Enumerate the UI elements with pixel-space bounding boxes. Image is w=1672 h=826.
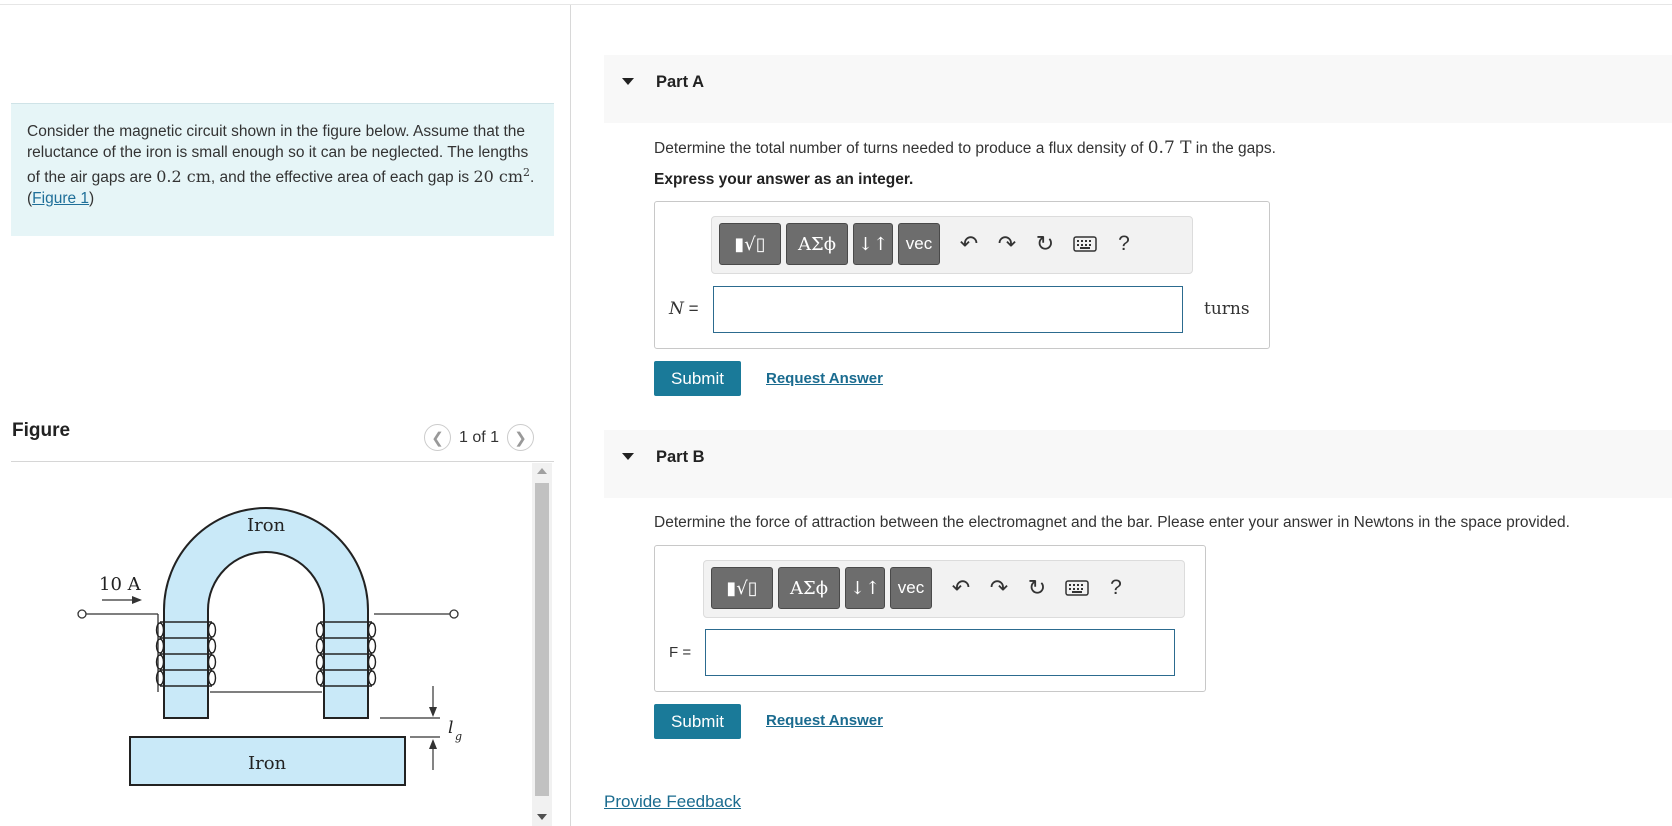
undo-icon[interactable]: ↶	[951, 575, 971, 600]
subscript-superscript-button[interactable]	[853, 223, 893, 265]
part-a-question-text: Determine the total number of turns needed to produce a flux density of	[654, 140, 1148, 157]
collapse-caret-icon[interactable]	[622, 78, 634, 85]
part-a-unit: turns	[1204, 299, 1250, 319]
part-b-answer-input[interactable]	[705, 629, 1175, 676]
magnetic-circuit-diagram	[70, 500, 490, 820]
equals-sign: =	[682, 644, 692, 661]
figure-heading: Figure	[12, 420, 71, 441]
problem-text-3: .	[530, 169, 535, 187]
templates-button[interactable]	[719, 223, 781, 265]
figure-link[interactable]: Figure 1	[32, 189, 90, 207]
redo-icon[interactable]: ↷	[989, 575, 1009, 600]
collapse-caret-icon[interactable]	[622, 453, 634, 460]
right-terminal	[450, 610, 458, 618]
top-border	[0, 4, 1672, 5]
part-b-answer-box	[654, 545, 1206, 692]
vector-button[interactable]	[898, 223, 940, 265]
next-figure-button[interactable]	[507, 424, 534, 451]
part-a-request-answer-link[interactable]: Request Answer	[766, 370, 883, 387]
part-b-title: Part B	[656, 448, 705, 466]
column-divider	[570, 5, 571, 826]
help-label: ?	[1110, 576, 1122, 599]
reset-icon[interactable]: ↻	[1027, 575, 1047, 600]
part-a-answer-input[interactable]	[713, 286, 1183, 333]
gap-area-value: 20 cm	[473, 167, 524, 187]
part-a-title: Part A	[656, 73, 704, 91]
greek-symbols-button[interactable]	[778, 567, 840, 609]
part-a-variable-label	[669, 299, 699, 319]
variable-n: N	[669, 299, 684, 319]
part-a-submit-button[interactable]: Submit	[654, 361, 741, 396]
redo-icon[interactable]: ↷	[997, 231, 1017, 256]
pager-count: 1 of 1	[459, 428, 500, 446]
gap-length-symbol: l	[448, 718, 454, 738]
current-arrow-head	[132, 596, 142, 604]
current-label: 10 A	[99, 574, 141, 595]
iron-bar-label: Iron	[248, 753, 287, 774]
help-icon[interactable]	[1103, 575, 1129, 601]
provide-feedback-link[interactable]: Provide Feedback	[604, 792, 742, 811]
flux-density-value: 0.7 T	[1147, 138, 1192, 158]
part-b-question: Determine the force of attraction between the electromagnet and the bar. Please enter your answer in Newtons in the space provided.	[654, 514, 1570, 531]
figure-rule	[11, 461, 554, 462]
gap-arrow-down	[429, 707, 437, 717]
problem-statement: Consider the magnetic circuit shown in the figure below. Assume that the reluctance of the iron is small enough so it can be neglected. The lengths of the air gaps are 0.2 cm, and the effective area of each gap is 20 $cm^2$. (Figure 1)	[11, 103, 554, 236]
vector-button[interactable]	[890, 567, 932, 609]
chevron-right-icon: ❯	[514, 429, 527, 447]
vec-label: vec	[905, 234, 933, 253]
variable-f: F	[669, 644, 679, 661]
part-a-question	[654, 138, 1276, 158]
subscript-superscript-button[interactable]	[845, 567, 885, 609]
help-icon[interactable]	[1111, 231, 1137, 257]
part-b-header[interactable]	[604, 430, 1672, 498]
part-b-submit-button[interactable]: Submit	[654, 704, 741, 739]
keyboard-icon[interactable]	[1064, 575, 1090, 601]
scroll-thumb[interactable]	[535, 483, 549, 796]
equals-sign: =	[688, 299, 699, 318]
iron-core-label: Iron	[247, 515, 286, 536]
vec-label: vec	[897, 578, 925, 597]
gap-length-value: 0.2 cm	[156, 167, 211, 187]
part-a-math-toolbar	[711, 216, 1193, 274]
part-b-math-toolbar	[703, 560, 1185, 618]
arrows-updown-icon: ↓↑	[857, 233, 889, 255]
greek-icon: ΑΣϕ	[790, 577, 828, 599]
templates-button[interactable]	[711, 567, 773, 609]
keyboard-icon[interactable]	[1072, 231, 1098, 257]
part-a-answer-box	[654, 201, 1270, 349]
figure-pager	[424, 424, 534, 451]
gap-length-subscript: g	[455, 730, 463, 743]
scroll-down-arrow-icon[interactable]	[537, 814, 547, 820]
templates-icon: ▮√▯	[726, 577, 758, 599]
problem-text: Consider the magnetic circuit shown in the figure below. Assume that the reluctance of the iron is small enough so it can be neglected. The lengths of the air gaps are	[27, 123, 529, 187]
gap-area-exponent: 2	[523, 166, 531, 179]
part-a-hint: Express your answer as an integer.	[654, 171, 914, 188]
greek-icon: ΑΣϕ	[798, 233, 836, 255]
part-b-request-answer-link[interactable]: Request Answer	[766, 712, 883, 729]
part-a-question-text-2: in the gaps.	[1191, 140, 1276, 157]
templates-icon: ▮√▯	[734, 233, 766, 255]
figure-scrollbar[interactable]	[532, 463, 552, 826]
undo-icon[interactable]: ↶	[959, 231, 979, 256]
left-terminal	[78, 610, 86, 618]
reset-icon[interactable]: ↻	[1035, 231, 1055, 256]
gap-arrow-up	[429, 739, 437, 749]
problem-text-2: , and the effective area of each gap is	[210, 169, 474, 187]
chevron-left-icon: ❮	[431, 429, 444, 447]
prev-figure-button[interactable]	[424, 424, 451, 451]
greek-symbols-button[interactable]	[786, 223, 848, 265]
scroll-up-arrow-icon[interactable]	[537, 468, 547, 474]
arrows-updown-icon: ↓↑	[849, 577, 881, 599]
help-label: ?	[1118, 232, 1130, 255]
part-a-header[interactable]	[604, 55, 1672, 123]
part-b-variable-label	[669, 644, 691, 661]
